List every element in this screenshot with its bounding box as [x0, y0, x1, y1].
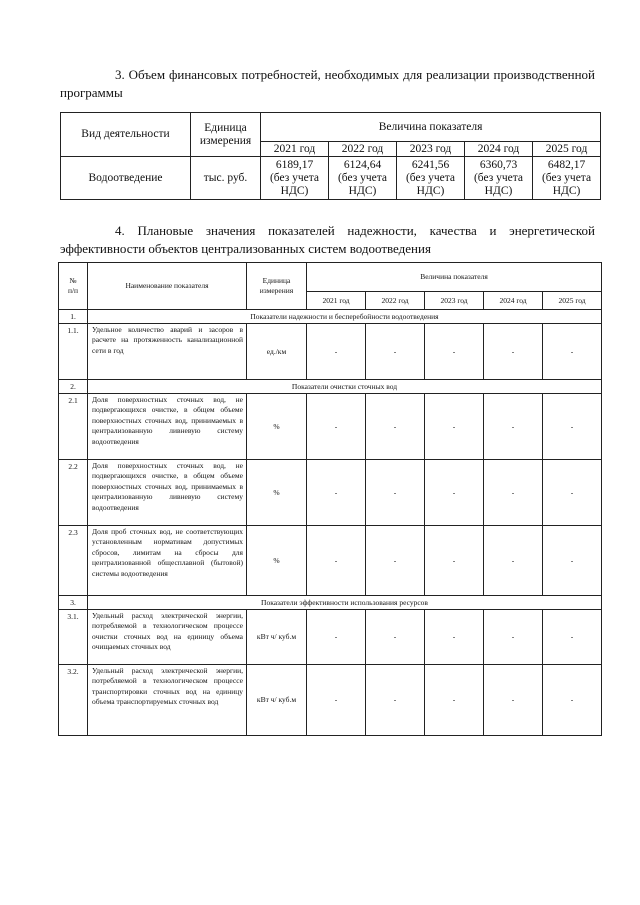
indicators-table — [58, 262, 602, 736]
table2-value: - — [484, 324, 543, 380]
table1-vat-note-2: НДС) — [416, 184, 445, 197]
table2-value: - — [366, 665, 425, 736]
table2-row — [59, 324, 602, 380]
table2-value: - — [543, 460, 602, 526]
table2-row — [59, 610, 602, 665]
table2-unit: кВт ч/ куб.м — [247, 610, 307, 665]
table2-value: - — [484, 460, 543, 526]
table1-header-value: Величина показателя — [261, 113, 601, 142]
table2-unit: % — [247, 460, 307, 526]
table2-indicator-name: Доля проб сточных вод, не соответствующих установленным нормативам допустимых сбросов, лимитам на сбросы для централизованной общесплавной (бытовой) системы водоотведения — [88, 526, 247, 596]
table2-value: - — [543, 526, 602, 596]
table2-indicator-name: Удельное количество аварий и засоров в расчете на протяженность канализационной сети в год — [88, 324, 247, 380]
table1-unit: тыс. руб. — [191, 157, 261, 200]
table1-header-row — [61, 113, 601, 142]
table1-value: 6241,56 — [411, 158, 450, 171]
table2-value: - — [543, 324, 602, 380]
table1-value-cell — [397, 157, 465, 200]
table2-value: - — [307, 610, 366, 665]
table2-section-row — [59, 380, 602, 394]
table1-activity: Водоотведение — [61, 157, 191, 200]
table1-vat-note: (без учета — [269, 171, 320, 184]
section-3-title: Объем финансовых потребностей, необходимых для реализации производственной программы — [60, 67, 595, 100]
table2-value: - — [484, 610, 543, 665]
table1-year: 2023 год — [397, 142, 465, 157]
table2-row-number: 2.2 — [59, 460, 88, 526]
table1-vat-note-2: НДС) — [348, 184, 377, 197]
section-4-heading — [60, 222, 595, 258]
table2-section-title: Показатели надежности и бесперебойности водоотведения — [88, 310, 602, 324]
table2-header-num-line2: п/п — [67, 286, 79, 295]
section-4-number: 4. — [115, 223, 125, 238]
table2-value: - — [425, 665, 484, 736]
table2-indicator-name: Удельный расход электрической энергии, потребляемой в технологическом процессе транспортировки сточных вод на единицу объема транспортируемых сточных вод — [88, 665, 247, 736]
table2-value: - — [366, 460, 425, 526]
table2-year: 2022 год — [366, 292, 425, 310]
table2-value: - — [366, 526, 425, 596]
table2-value: - — [425, 324, 484, 380]
table2-value: - — [425, 394, 484, 460]
table1-header-unit: Единица измерения — [191, 113, 261, 157]
table2-row — [59, 665, 602, 736]
table2-row-number: 3.2. — [59, 665, 88, 736]
table1-vat-note: (без учета — [541, 171, 592, 184]
table2-row-number: 3.1. — [59, 610, 88, 665]
table2-unit: % — [247, 526, 307, 596]
section-3-heading — [60, 66, 595, 102]
table1-year: 2025 год — [533, 142, 601, 157]
table2-section-title: Показатели очистки сточных вод — [88, 380, 602, 394]
table2-value: - — [543, 665, 602, 736]
table2-year: 2023 год — [425, 292, 484, 310]
table1-value: 6482,17 — [547, 158, 586, 171]
table2-header-name: Наименование показателя — [88, 263, 247, 310]
table2-value: - — [543, 394, 602, 460]
table2-row — [59, 526, 602, 596]
table1-value: 6360,73 — [479, 158, 518, 171]
table2-year: 2024 год — [484, 292, 543, 310]
table2-indicator-name: Удельный расход электрической энергии, потребляемой в технологическом процессе очистки сточных вод на единицу объема очищаемых сточных вод — [88, 610, 247, 665]
table2-unit: ед./км — [247, 324, 307, 380]
table2-header-row — [59, 263, 602, 292]
table2-value: - — [484, 665, 543, 736]
table2-year: 2021 год — [307, 292, 366, 310]
section-4-title: Плановые значения показателей надежности, качества и энергетической эффективности объектов централизованных систем водоотведения — [60, 223, 595, 256]
table2-value: - — [307, 665, 366, 736]
table1-vat-note: (без учета — [473, 171, 524, 184]
table1-year: 2021 год — [261, 142, 329, 157]
table2-value: - — [307, 526, 366, 596]
table1-vat-note: (без учета — [337, 171, 388, 184]
table2-value: - — [543, 610, 602, 665]
table2-section-number: 1. — [59, 310, 88, 324]
table2-section-number: 3. — [59, 596, 88, 610]
table2-section-row — [59, 596, 602, 610]
table2-value: - — [484, 526, 543, 596]
table1-value: 6124,64 — [343, 158, 382, 171]
table2-value: - — [425, 610, 484, 665]
table2-value: - — [307, 460, 366, 526]
table2-row — [59, 394, 602, 460]
table1-vat-note-2: НДС) — [484, 184, 513, 197]
table1-value-cell — [329, 157, 397, 200]
table1-value-cell — [533, 157, 601, 200]
table2-value: - — [307, 394, 366, 460]
table1-year: 2022 год — [329, 142, 397, 157]
table2-unit: % — [247, 394, 307, 460]
table2-header-unit: Единица измерения — [247, 263, 307, 310]
table2-unit: кВт ч/ куб.м — [247, 665, 307, 736]
table2-section-number: 2. — [59, 380, 88, 394]
table2-indicator-name: Доля поверхностных сточных вод, не подвергающихся очистке, в общем объеме поверхностных сточных вод, принимаемых в централизованную ливневую систему водоотведения — [88, 394, 247, 460]
table1-year: 2024 год — [465, 142, 533, 157]
table2-row-number: 2.3 — [59, 526, 88, 596]
table2-value: - — [366, 394, 425, 460]
table2-row — [59, 460, 602, 526]
financial-needs-table — [60, 112, 601, 200]
table2-value: - — [366, 324, 425, 380]
table2-row-number: 1.1. — [59, 324, 88, 380]
table2-header-num-line1: № — [69, 276, 77, 285]
table1-row — [61, 157, 601, 200]
table1-value-cell — [261, 157, 329, 200]
table2-row-number: 2.1 — [59, 394, 88, 460]
table2-value: - — [307, 324, 366, 380]
table1-vat-note: (без учета — [405, 171, 456, 184]
table1-header-activity: Вид деятельности — [61, 113, 191, 157]
table1-vat-note-2: НДС) — [552, 184, 581, 197]
table2-header-num — [59, 263, 88, 310]
table2-indicator-name: Доля поверхностных сточных вод, не подвергающихся очистке, в общем объеме поверхностных сточных вод, принимаемых в централизованную ливневую систему водоотведения — [88, 460, 247, 526]
table2-value: - — [425, 526, 484, 596]
table1-value-cell — [465, 157, 533, 200]
table2-year: 2025 год — [543, 292, 602, 310]
table2-value: - — [484, 394, 543, 460]
table2-section-row — [59, 310, 602, 324]
table1-value: 6189,17 — [275, 158, 314, 171]
table2-header-value: Величина показателя — [307, 263, 602, 292]
table1-vat-note-2: НДС) — [280, 184, 309, 197]
table2-value: - — [366, 610, 425, 665]
table2-value: - — [425, 460, 484, 526]
table2-section-title: Показатели эффективности использования ресурсов — [88, 596, 602, 610]
section-3-number: 3. — [115, 67, 125, 82]
